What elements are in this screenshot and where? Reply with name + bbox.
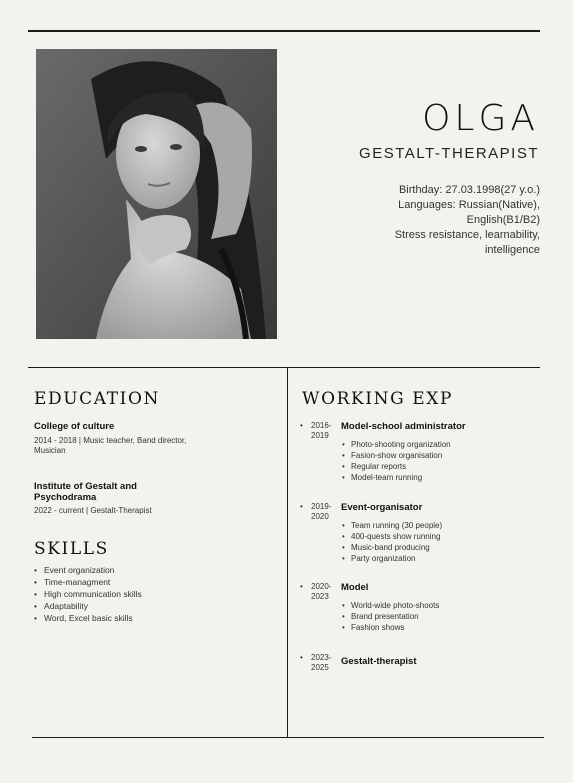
job-duty: • Regular reports xyxy=(351,461,451,472)
skill-item: • Event organization xyxy=(44,564,142,576)
job-date-end: 2020 xyxy=(311,512,329,521)
job-title: Event-organisator xyxy=(341,502,423,513)
info-traits-cont: intelligence xyxy=(484,244,540,256)
job-duty: • Fashion shows xyxy=(351,622,439,633)
profile-photo xyxy=(36,49,277,339)
info-birthday: Birthday: 27.03.1998(27 y.o.) xyxy=(398,184,540,196)
education-heading: EDUCATION xyxy=(34,389,160,409)
job-dates xyxy=(301,582,341,602)
job-title: Model xyxy=(341,582,369,593)
job-title: Gestalt-therapist xyxy=(341,656,417,667)
job-dates xyxy=(301,502,341,522)
personal-info xyxy=(340,183,540,258)
job-date-start: • 2023- xyxy=(311,653,332,662)
candidate-role: GESTALT-THERAPIST xyxy=(359,145,539,162)
column-divider xyxy=(287,367,288,738)
middle-divider xyxy=(28,367,540,368)
info-languages: Languages: Russian(Native), xyxy=(398,199,540,211)
info-traits: Stress resistance, learnability, xyxy=(394,229,540,241)
skill-item: • Adaptability xyxy=(44,600,142,612)
info-languages-cont: English(B1/B2) xyxy=(466,214,540,226)
job-duties xyxy=(351,600,439,633)
job-date-start: • 2016- xyxy=(311,421,332,430)
job-duty: • Fasion-show organisation xyxy=(351,450,451,461)
top-divider xyxy=(28,30,540,32)
job-entry xyxy=(301,582,541,642)
education-entry-title: Psychodrama xyxy=(34,492,97,503)
job-dates xyxy=(301,653,341,673)
portrait-illustration xyxy=(36,49,277,339)
job-duty: • 400-quests show running xyxy=(351,531,442,542)
job-duties xyxy=(351,439,451,483)
job-duty: • World-wide photo-shoots xyxy=(351,600,439,611)
education-entry-title: College of culture xyxy=(34,421,115,432)
job-duty: • Photo-shooting organization xyxy=(351,439,451,450)
job-entry xyxy=(301,502,541,572)
education-entry-text: Musician xyxy=(34,446,66,455)
education-entry-title: Institute of Gestalt and xyxy=(34,481,137,492)
job-date-end: 2019 xyxy=(311,431,329,440)
bottom-divider xyxy=(32,737,544,738)
job-duty: • Party organization xyxy=(351,553,442,564)
job-duties xyxy=(351,520,442,564)
skill-item: • Time-managment xyxy=(44,576,142,588)
job-duty: • Model-team running xyxy=(351,472,451,483)
skills-heading: SKILLS xyxy=(34,539,109,559)
job-date-start: • 2019- xyxy=(311,502,332,511)
job-duty: • Brand presentation xyxy=(351,611,439,622)
job-entry xyxy=(301,421,541,491)
job-dates xyxy=(301,421,341,441)
skill-item: • High communication skills xyxy=(44,588,142,600)
job-date-end: 2023 xyxy=(311,592,329,601)
job-date-end: 2025 xyxy=(311,663,329,672)
education-entry-text: 2022 - current | Gestalt-Therapist xyxy=(34,506,152,515)
job-duty: • Team running (30 people) xyxy=(351,520,442,531)
skill-item: • Word, Excel basic skills xyxy=(44,612,142,624)
job-title: Model-school administrator xyxy=(341,421,466,432)
job-date-start: • 2020- xyxy=(311,582,332,591)
job-entry xyxy=(301,653,541,683)
education-entry-text: 2014 - 2018 | Music teacher, Band director, xyxy=(34,436,187,445)
skills-list xyxy=(33,564,142,624)
work-heading: WORKING EXP xyxy=(302,389,454,409)
candidate-name: OLGA xyxy=(422,98,539,139)
job-duty: • Music-band producing xyxy=(351,542,442,553)
